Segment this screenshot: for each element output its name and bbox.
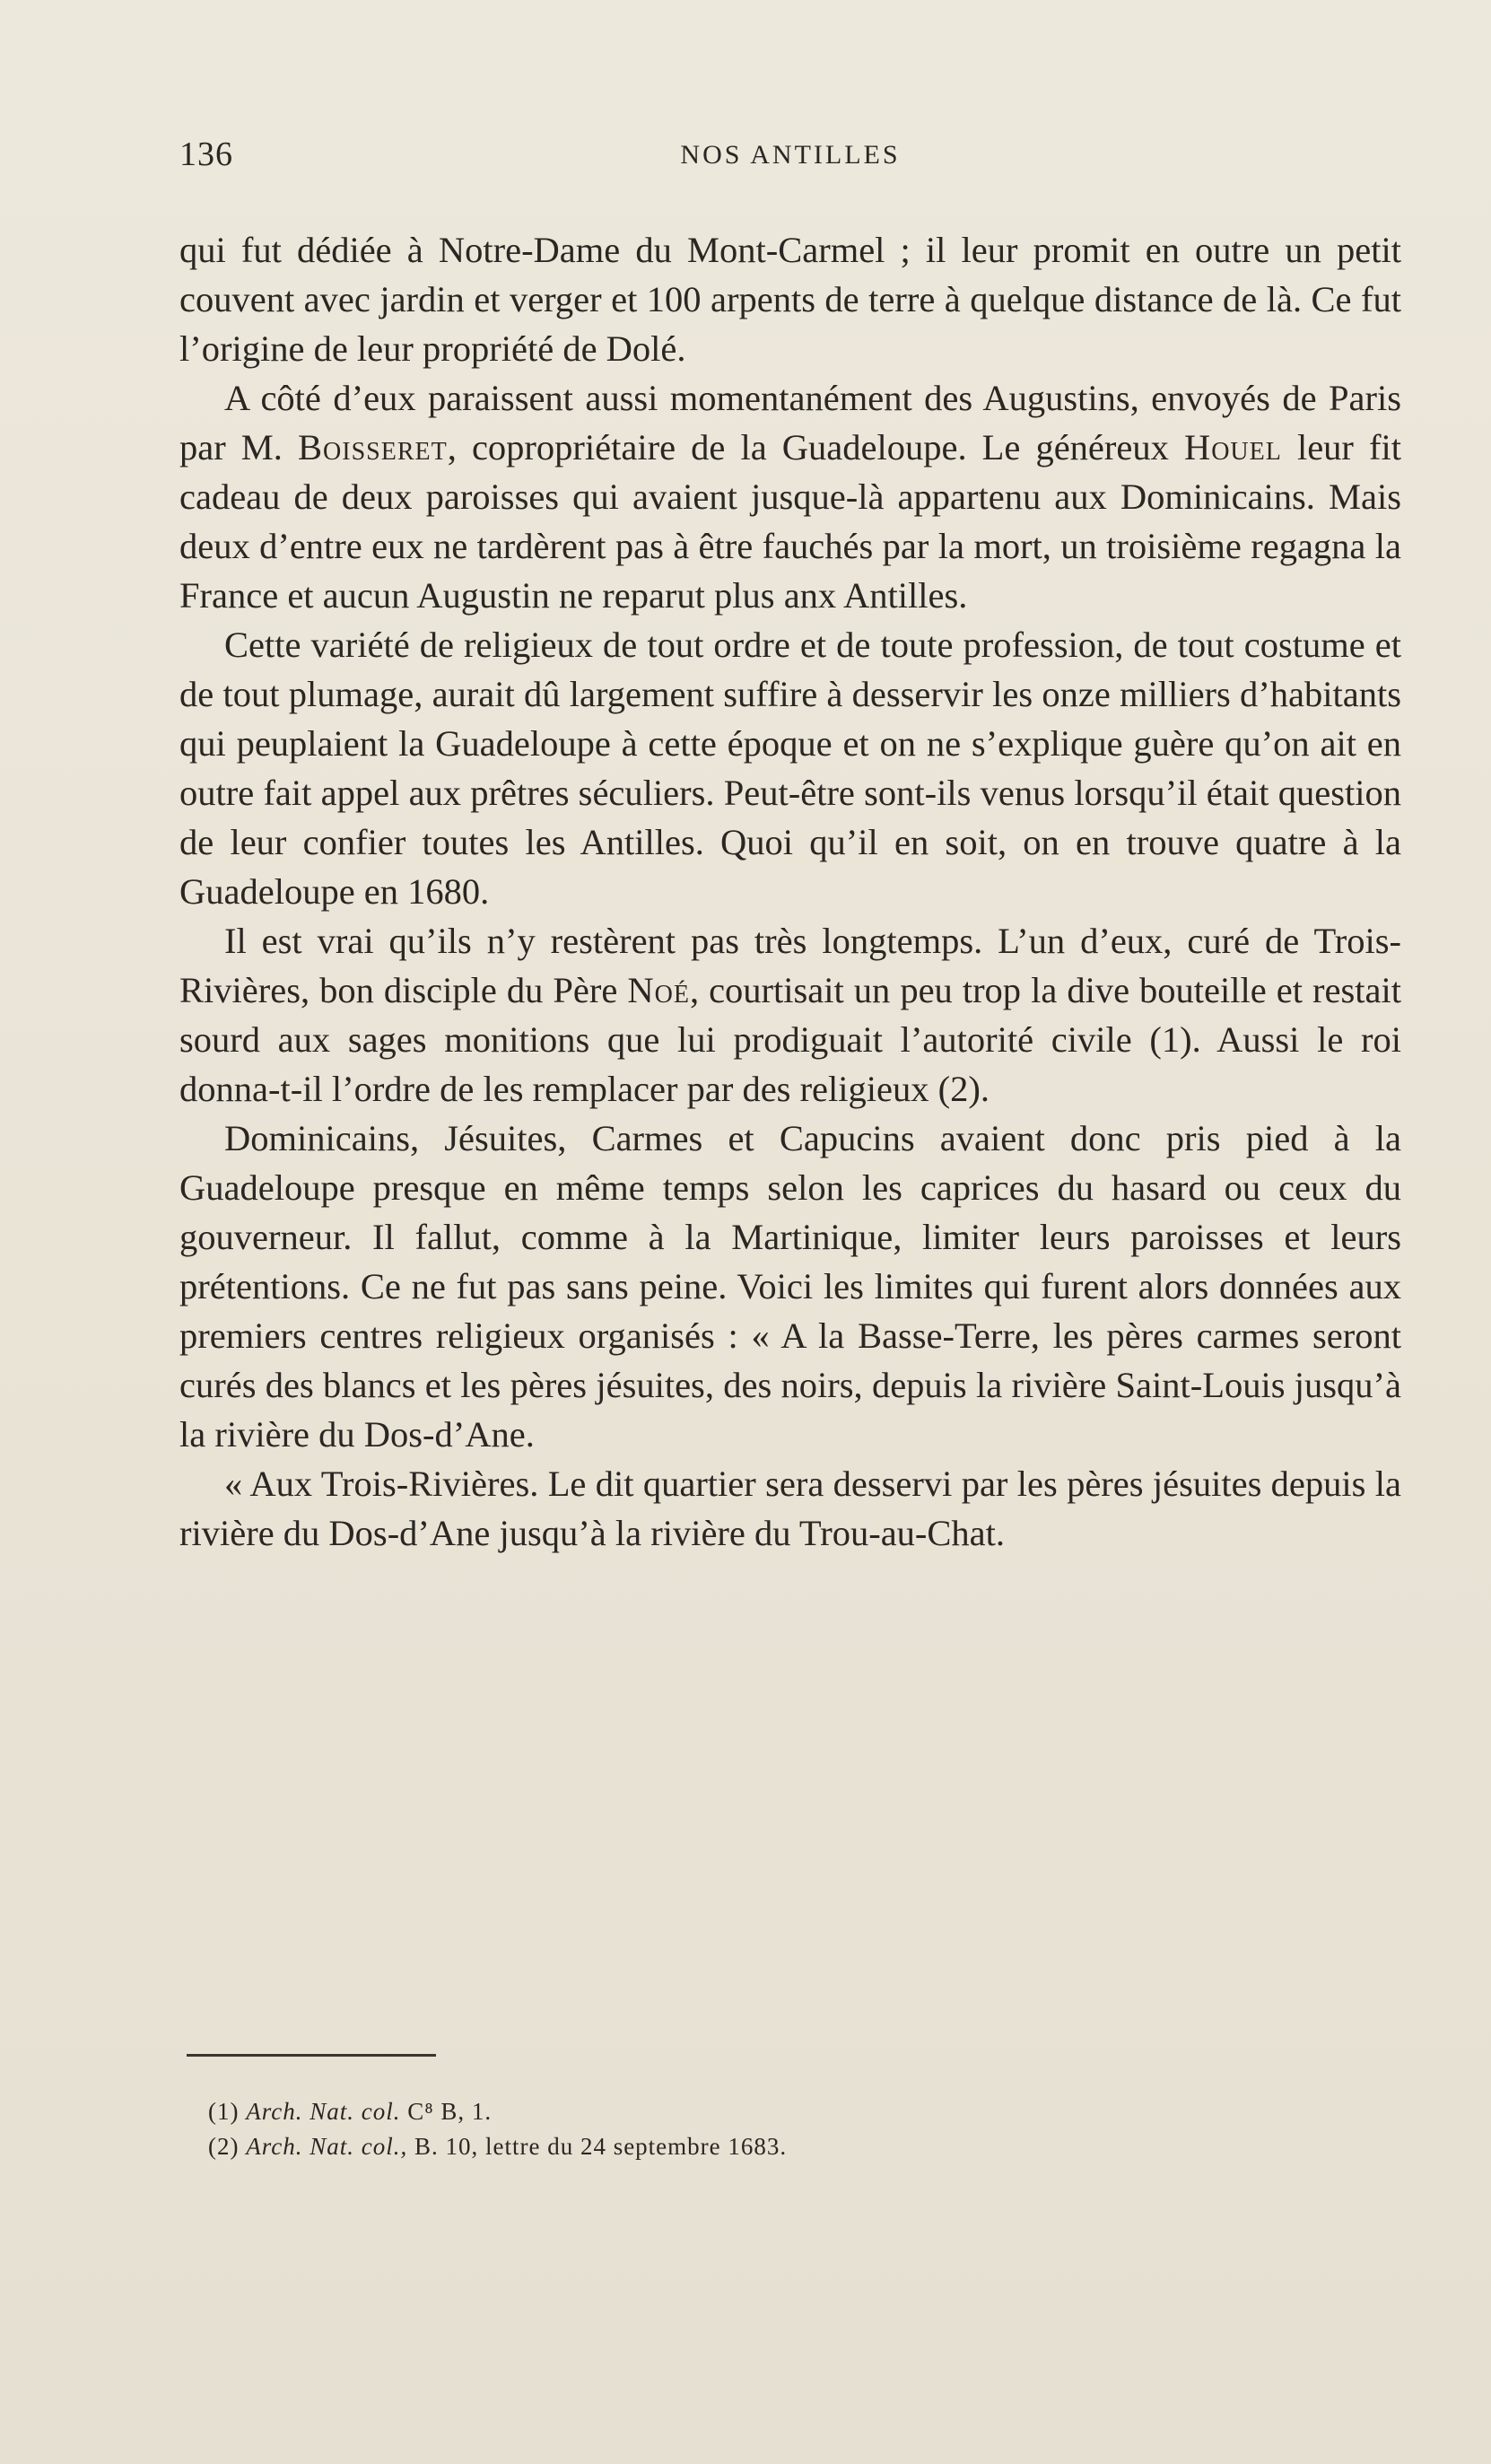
footnote-1 bbox=[208, 2094, 1374, 2129]
paragraph-1: qui fut dédiée à Notre-Dame du Mont-Carmel ; il leur promit en outre un petit couvent avec jardin et verger et 100 arpents de terre à quelque distance de là. Ce fut l’origine de leur propriété de Dolé. bbox=[179, 230, 1401, 369]
page-number: 136 bbox=[179, 135, 233, 173]
paragraph-4-text-a: Il est vrai qu’ils n’y restèrent pas très longtemps. L’un d’eux, curé de Trois-Rivières, bon disciple du Père bbox=[179, 921, 1401, 1010]
person-name-boisseret: Boisseret bbox=[298, 427, 448, 467]
body-text bbox=[179, 225, 1401, 1558]
footnotes bbox=[208, 2094, 1374, 2164]
paragraph-3: Cette variété de religieux de tout ordre et de toute profession, de tout costume et de tout plumage, aurait dû largement suffire à desservir les onze milliers d’habitants qui peuplaient la Guadeloupe à cette époque et on ne s’explique guère qu’on ait en outre fait appel aux prêtres séculiers. Peut-être sont-ils venus lorsqu’il était question de leur confier toutes les Antilles. Quoi qu’il en soit, on en trouve quatre à la Guadeloupe en 1680. bbox=[179, 625, 1401, 912]
footnote-separator bbox=[187, 2054, 436, 2057]
person-name-houel: Houel bbox=[1183, 427, 1282, 467]
paragraph-2-text-c: leur fit cadeau de deux paroisses qui avaient jusque-là appartenu aux Dominicains. Mais deux d’entre eux ne tardèrent pas à être fauchés par la mort, un troisième regagna la France et aucun Augustin ne reparut plus anx Antilles. bbox=[179, 427, 1401, 616]
footnote-2 bbox=[208, 2129, 1374, 2164]
paragraph-2 bbox=[179, 373, 1401, 620]
footnote-text: B. 10, lettre du 24 septembre 1683. bbox=[407, 2133, 788, 2160]
footnote-marker: (1) bbox=[208, 2098, 240, 2125]
paragraph-2-text-b: , copropriétaire de la Guadeloupe. Le généreux bbox=[447, 427, 1184, 467]
footnote-source: Arch. Nat. col., bbox=[246, 2133, 408, 2160]
paragraph-5: Dominicains, Jésuites, Carmes et Capucins avaient donc pris pied à la Guadeloupe presque en même temps selon les caprices du hasard ou ceux du gouverneur. Il fallut, comme à la Martinique, limiter leurs paroisses et leurs prétentions. Ce ne fut pas sans peine. Voici les limites qui furent alors données aux premiers centres religieux organisés : « A la Basse-Terre, les pères carmes seront curés des blancs et les pères jésuites, des noirs, depuis la rivière Saint-Louis jusqu’à la rivière du Dos-d’Ane. bbox=[179, 1118, 1401, 1455]
person-name-noe: Noé bbox=[627, 970, 690, 1010]
paragraph-6: « Aux Trois-Rivières. Le dit quartier sera desservi par les pères jésuites depuis la rivière du Dos-d’Ane jusqu’à la rivière du Trou-au-Chat. bbox=[179, 1464, 1401, 1553]
footnote-source: Arch. Nat. col. bbox=[246, 2098, 401, 2125]
paragraph-4-text-b: , courtisait un peu trop la dive bouteille et restait sourd aux sages monitions que lui prodiguait l’autorité civile (1). Aussi le roi donna-t-il l’ordre de les remplacer par des religieux (2). bbox=[179, 970, 1401, 1109]
footnote-marker: (2) bbox=[208, 2133, 240, 2160]
page-header bbox=[179, 135, 1401, 188]
running-title: NOS ANTILLES bbox=[680, 140, 901, 170]
paragraph-4 bbox=[179, 916, 1401, 1114]
paragraph-2-text-a: A côté d’eux paraissent aussi momentanément des Augustins, envoyés de Paris par M. bbox=[179, 378, 1401, 467]
footnote-text: C⁸ B, 1. bbox=[400, 2098, 493, 2125]
